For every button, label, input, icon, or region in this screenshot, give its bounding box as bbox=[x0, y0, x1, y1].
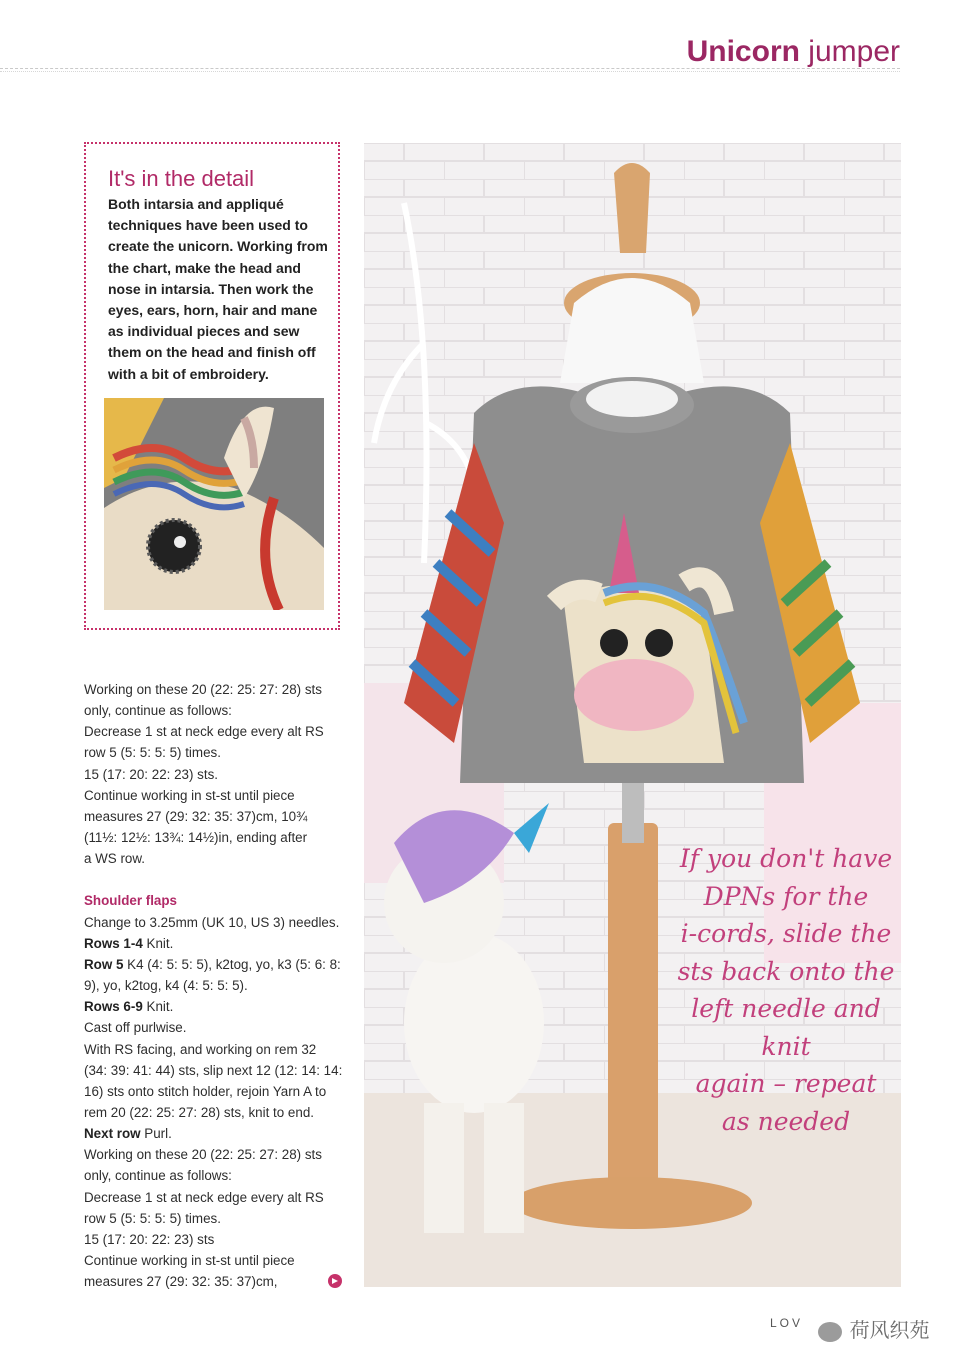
detail-box bbox=[84, 142, 340, 630]
page-title-light: jumper bbox=[808, 35, 900, 68]
pattern-line: row 5 (5: 5: 5: 5) times. bbox=[84, 1210, 221, 1226]
pattern-line: Decrease 1 st at neck edge every alt RS bbox=[84, 1189, 324, 1205]
pattern-line: (34: 39: 41: 44) sts, slip next 12 (12: 14: 14: bbox=[84, 1062, 343, 1078]
detail-body: Both intarsia and appliqué techniques have been used to create the unicorn. Working from the chart, make the head and nose in intarsia. Then work the eyes, ears, horn, hair and mane as individual pieces and sew them on the head and finish off with a bit of embroidery. bbox=[108, 196, 328, 382]
tip-line: sts back onto the bbox=[677, 956, 895, 986]
pattern-line: 15 (17: 20: 22: 23) sts bbox=[84, 1231, 215, 1247]
pattern-line: a WS row. bbox=[84, 851, 146, 867]
pattern-line: 16) sts onto stitch holder, rejoin Yarn A to bbox=[84, 1083, 327, 1099]
continue-arrow-icon bbox=[328, 1274, 342, 1288]
rows6-9-line: Rows 6-9 Knit. bbox=[84, 999, 174, 1015]
tip-line: If you don't have bbox=[679, 844, 893, 873]
pattern-line: Cast off purlwise. bbox=[84, 1020, 187, 1036]
header-divider bbox=[0, 68, 900, 71]
rows1-4-line: Rows 1-4 Knit. bbox=[84, 935, 174, 951]
pattern-line: (11½: 12½: 13¾: 14½)in, ending after bbox=[84, 830, 308, 846]
pattern-line: measures 27 (29: 32: 35: 37)cm, bbox=[84, 1274, 278, 1290]
tip-line: i-cords, slide the bbox=[680, 919, 892, 948]
row5-line: Row 5 K4 (4: 5: 5: 5), k2tog, yo, k3 (5: 6: 8: bbox=[84, 956, 341, 972]
pattern-line: With RS facing, and working on rem 32 bbox=[84, 1041, 317, 1057]
tip-line: again – repeat bbox=[695, 1069, 877, 1098]
tip-line: as needed bbox=[721, 1106, 851, 1136]
detail-title: It's in the detail bbox=[108, 166, 255, 191]
pattern-line: only, continue as follows: bbox=[84, 1168, 232, 1184]
pattern-line: Continue working in st-st until piece bbox=[84, 1253, 295, 1269]
pattern-instructions bbox=[84, 679, 346, 1292]
page-title bbox=[687, 34, 900, 70]
watermark bbox=[818, 1314, 958, 1344]
pattern-line: Decrease 1 st at neck edge every alt RS bbox=[84, 724, 324, 740]
pattern-line: Working on these 20 (22: 25: 27: 28) sts bbox=[84, 682, 322, 697]
pattern-line: measures 27 (29: 32: 35: 37)cm, 10¾ bbox=[84, 808, 308, 824]
handwritten-tip bbox=[676, 840, 896, 1140]
page-title-bold: Unicorn bbox=[686, 35, 800, 68]
pattern-line: 15 (17: 20: 22: 23) sts. bbox=[84, 766, 218, 782]
pattern-line: rem 20 (22: 25: 27: 28) sts, knit to end. bbox=[84, 1104, 314, 1120]
detail-photo bbox=[104, 398, 324, 610]
needles-line: Change to 3.25mm (UK 10, US 3) needles. bbox=[84, 914, 340, 930]
footer-brand: LOV bbox=[770, 1316, 804, 1330]
pattern-line: row 5 (5: 5: 5: 5) times. bbox=[84, 745, 221, 761]
tip-line: left needle and knit bbox=[691, 994, 881, 1061]
next-row-line: Next row Purl. bbox=[84, 1126, 172, 1142]
section-heading-shoulder-flaps: Shoulder flaps bbox=[84, 893, 178, 909]
pattern-line: Working on these 20 (22: 25: 27: 28) sts bbox=[84, 1147, 322, 1163]
pattern-line: Continue working in st-st until piece bbox=[84, 787, 295, 803]
closeup-illustration bbox=[104, 398, 324, 610]
watermark-text: 荷风织苑 bbox=[849, 1320, 930, 1342]
wechat-icon bbox=[818, 1322, 842, 1342]
pattern-line: only, continue as follows: bbox=[84, 703, 232, 719]
row5-line-cont: 9), yo, k2tog, k4 (4: 5: 5: 5). bbox=[84, 978, 248, 994]
tip-line: DPNs for the bbox=[703, 881, 869, 911]
